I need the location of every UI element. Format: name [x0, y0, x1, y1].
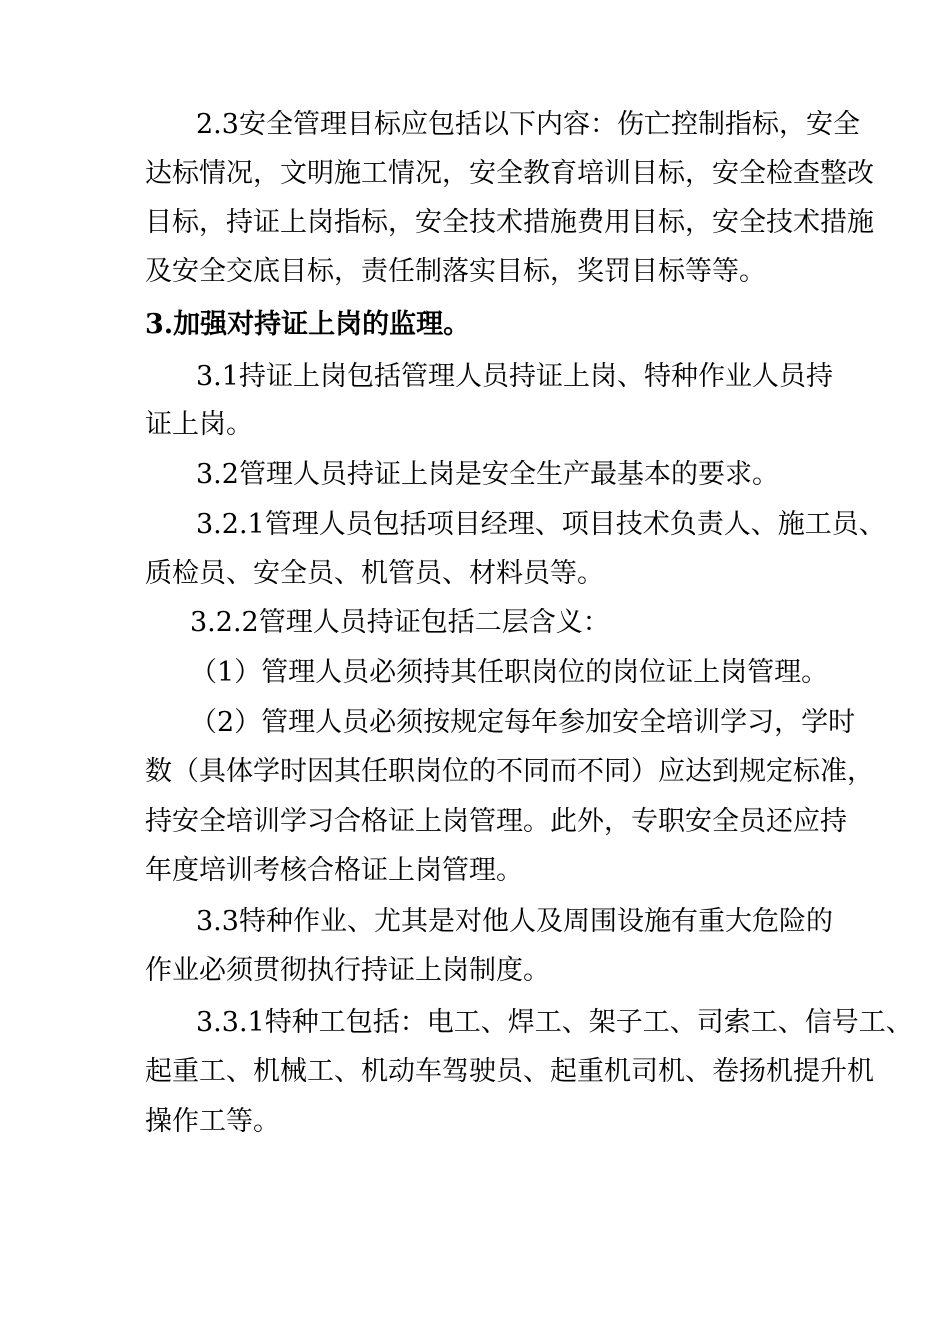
- paragraph-line: 作业必须贯彻执行持证上岗制度。: [145, 955, 550, 986]
- paragraph-line: 3.3.1特种工包括：电工、焊工、架子工、司索工、信号工、: [196, 1007, 913, 1038]
- paragraph-line: 2.3安全管理目标应包括以下内容：伤亡控制指标，安全: [196, 109, 860, 140]
- paragraph-line: 3.3特种作业、尤其是对他人及周围设施有重大危险的: [196, 906, 833, 937]
- paragraph-line: 3.2.1管理人员包括项目经理、项目技术负责人、施工员、: [196, 509, 886, 540]
- paragraph-line: 及安全交底目标，责任制落实目标，奖罚目标等等。: [145, 256, 766, 287]
- paragraph-line: 操作工等。: [145, 1106, 280, 1137]
- paragraph-line: 目标，持证上岗指标，安全技术措施费用目标，安全技术措施: [145, 207, 874, 238]
- paragraph-line: 质检员、安全员、机管员、材料员等。: [145, 558, 604, 589]
- paragraph-line: 3.2.2管理人员持证包括二层含义：: [190, 607, 610, 638]
- paragraph-line: 达标情况，文明施工情况，安全教育培训目标，安全检查整改: [145, 158, 874, 189]
- paragraph-line: 数（具体学时因其任职岗位的不同而不同）应达到规定标准，: [145, 756, 874, 787]
- section-heading: 3.加强对持证上岗的监理。: [145, 309, 471, 340]
- list-item: （2）管理人员必须按规定每年参加安全培训学习，学时: [190, 707, 856, 738]
- paragraph-line: 持安全培训学习合格证上岗管理。此外，专职安全员还应持: [145, 806, 847, 837]
- paragraph-line: 起重工、机械工、机动车驾驶员、起重机司机、卷扬机提升机: [145, 1056, 874, 1087]
- paragraph-line: 证上岗。: [145, 409, 253, 440]
- list-item: （1）管理人员必须持其任职岗位的岗位证上岗管理。: [190, 657, 829, 688]
- paragraph-line: 3.2管理人员持证上岗是安全生产最基本的要求。: [196, 459, 779, 490]
- paragraph-line: 3.1持证上岗包括管理人员持证上岗、特种作业人员持: [196, 361, 833, 392]
- paragraph-line: 年度培训考核合格证上岗管理。: [145, 855, 523, 886]
